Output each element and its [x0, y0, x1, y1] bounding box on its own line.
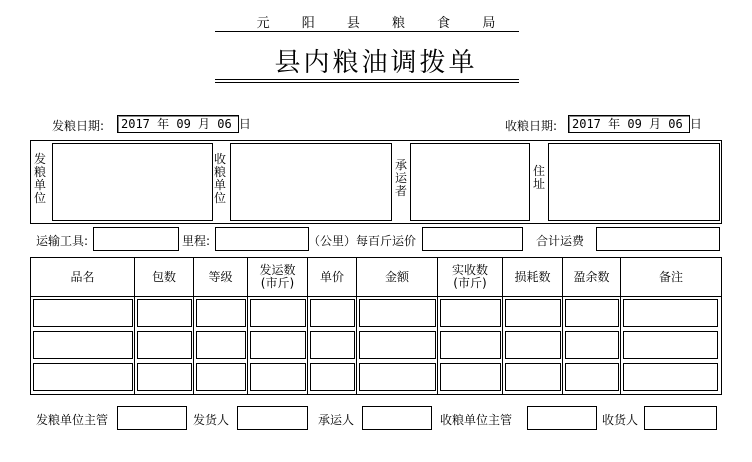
- receiver-supervisor-input[interactable]: [527, 406, 597, 430]
- row1-shipped-qty-cell[interactable]: [250, 299, 306, 327]
- receive-date-field[interactable]: 2017 年 09 月 06 日: [568, 115, 690, 133]
- col-header-amount: 金额: [384, 269, 409, 284]
- col-header-received-qty: 实收数 (市斤): [451, 263, 488, 290]
- col-header-remarks: 备注: [658, 269, 683, 284]
- row1-product-name-cell[interactable]: [33, 299, 133, 327]
- sender-unit-input[interactable]: [52, 143, 213, 221]
- unit-rate-input[interactable]: [422, 227, 523, 251]
- header-divider: [215, 31, 519, 32]
- row2-unit-price-cell[interactable]: [310, 331, 355, 359]
- send-date-label: 发粮日期:: [52, 119, 105, 133]
- consignee-input[interactable]: [644, 406, 717, 430]
- col-header-grade: 等级: [208, 269, 233, 284]
- shipper-input[interactable]: [237, 406, 308, 430]
- organization-name: 元 阳 县 粮 食 局: [256, 16, 510, 31]
- total-fee-label: 合计运费: [536, 234, 585, 248]
- title-underline-bottom: [215, 82, 519, 83]
- carrier-input[interactable]: [410, 143, 530, 221]
- receive-date-label: 收粮日期:: [505, 119, 558, 133]
- goods-table: [30, 257, 722, 395]
- col-header-shipped-qty: 发运数 (市斤): [259, 263, 296, 290]
- row1-package-count-cell[interactable]: [137, 299, 192, 327]
- row2-remarks-cell[interactable]: [623, 331, 718, 359]
- row2-grade-cell[interactable]: [196, 331, 246, 359]
- shipper-label: 发货人: [193, 413, 230, 427]
- row1-received-qty-cell[interactable]: [440, 299, 501, 327]
- distance-label: 里程:: [182, 234, 211, 248]
- row3-received-qty-cell[interactable]: [440, 363, 501, 391]
- col-header-product-name: 品名: [70, 269, 95, 284]
- col-header-loss-qty: 损耗数: [514, 269, 551, 284]
- carrier-label: 承运者: [394, 158, 407, 198]
- total-fee-input[interactable]: [596, 227, 720, 251]
- row3-loss-qty-cell[interactable]: [505, 363, 561, 391]
- row2-loss-qty-cell[interactable]: [505, 331, 561, 359]
- form-title: 县内粮油调拨单: [274, 48, 478, 78]
- row3-unit-price-cell[interactable]: [310, 363, 355, 391]
- send-date-field[interactable]: 2017 年 09 月 06 日: [117, 115, 239, 133]
- address-label: 住址: [532, 164, 545, 191]
- carrier-person-label: 承运人: [318, 413, 355, 427]
- row1-loss-qty-cell[interactable]: [505, 299, 561, 327]
- row2-received-qty-cell[interactable]: [440, 331, 501, 359]
- col-header-surplus-qty: 盈余数: [573, 269, 610, 284]
- sender-supervisor-label: 发粮单位主管: [36, 413, 109, 427]
- sender-supervisor-input[interactable]: [117, 406, 187, 430]
- consignee-label: 收货人: [602, 413, 639, 427]
- title-underline-top: [215, 79, 519, 80]
- row2-package-count-cell[interactable]: [137, 331, 192, 359]
- row1-surplus-qty-cell[interactable]: [565, 299, 619, 327]
- distance-input[interactable]: [215, 227, 309, 251]
- transport-tool-input[interactable]: [93, 227, 179, 251]
- col-header-unit-price: 单价: [319, 269, 344, 284]
- sender-unit-label: 发粮单位: [33, 152, 46, 205]
- row1-amount-cell[interactable]: [359, 299, 436, 327]
- row1-grade-cell[interactable]: [196, 299, 246, 327]
- row2-shipped-qty-cell[interactable]: [250, 331, 306, 359]
- receiver-unit-label: 收粮单位: [213, 152, 226, 205]
- row3-package-count-cell[interactable]: [137, 363, 192, 391]
- unit-rate-label: （公里）每百斤运价: [308, 234, 417, 248]
- row3-remarks-cell[interactable]: [623, 363, 718, 391]
- row2-amount-cell[interactable]: [359, 331, 436, 359]
- receiver-supervisor-label: 收粮单位主管: [440, 413, 513, 427]
- row1-remarks-cell[interactable]: [623, 299, 718, 327]
- receiver-unit-input[interactable]: [230, 143, 392, 221]
- row1-unit-price-cell[interactable]: [310, 299, 355, 327]
- row3-surplus-qty-cell[interactable]: [565, 363, 619, 391]
- row2-product-name-cell[interactable]: [33, 331, 133, 359]
- row3-amount-cell[interactable]: [359, 363, 436, 391]
- address-input[interactable]: [548, 143, 720, 221]
- carrier-person-input[interactable]: [362, 406, 432, 430]
- parties-frame: [30, 140, 722, 224]
- row3-product-name-cell[interactable]: [33, 363, 133, 391]
- row3-shipped-qty-cell[interactable]: [250, 363, 306, 391]
- row3-grade-cell[interactable]: [196, 363, 246, 391]
- col-header-package-count: 包数: [151, 269, 176, 284]
- transport-tool-label: 运输工具:: [36, 234, 89, 248]
- row2-surplus-qty-cell[interactable]: [565, 331, 619, 359]
